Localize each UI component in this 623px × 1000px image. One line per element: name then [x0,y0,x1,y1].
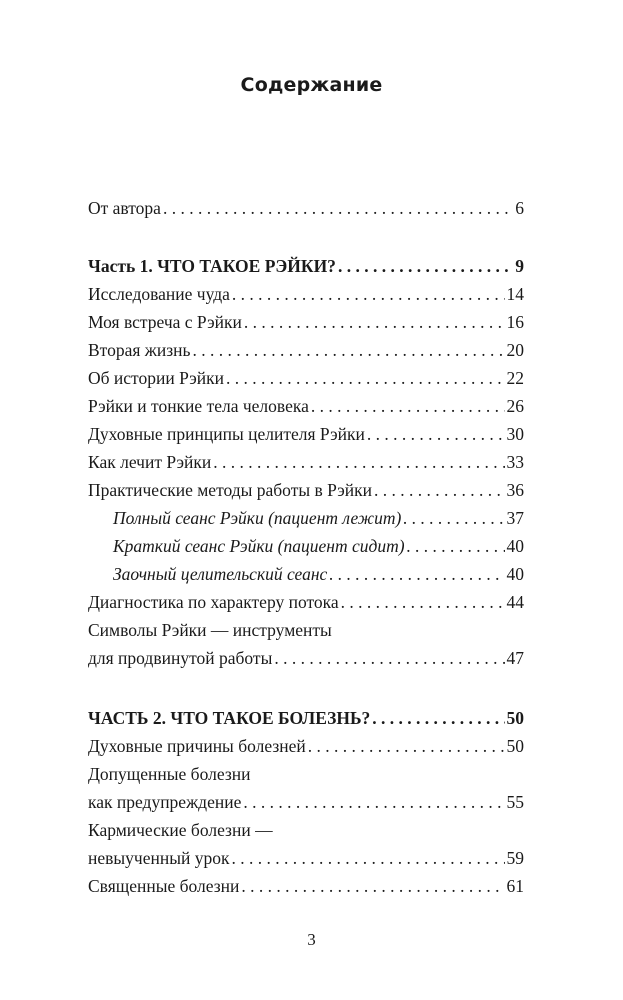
toc-subentry[interactable] [113,560,524,588]
toc-entry-label: Моя встреча с Рэйки [88,312,242,332]
toc-entry-label: Диагностика по характеру потока [88,592,339,612]
toc-entry-page: 40 [506,564,524,584]
toc-leader-dots [329,560,504,588]
toc-entry[interactable] [88,588,524,616]
toc-part-heading[interactable] [88,704,524,732]
toc-entry-page: 55 [506,792,524,812]
toc-entry-label: Полный сеанс Рэйки (пациент лежит) [113,508,402,528]
toc-leader-dots [193,336,505,364]
toc-subentry[interactable] [113,532,524,560]
toc-leader-dots [232,280,505,308]
toc-entry[interactable] [88,336,524,364]
toc-entry-page: 6 [515,198,524,218]
toc-entry[interactable] [88,194,524,222]
toc-entry[interactable] [88,448,524,476]
toc-entry-label: Об истории Рэйки [88,368,224,388]
toc-entry-label: Вторая жизнь [88,340,191,360]
toc-leader-dots [341,588,505,616]
toc-leader-dots [311,392,505,420]
toc-leader-dots [231,844,504,872]
toc-entry-label-line1: Кармические болезни — [88,820,273,840]
toc-entry-page: 37 [506,508,524,528]
toc-entry-page: 44 [506,592,524,612]
toc-leader-dots [213,448,504,476]
toc-entry[interactable] [88,788,524,816]
toc-entry-page: 50 [506,708,524,728]
toc-leader-dots [338,252,513,280]
toc-subentry[interactable] [113,504,524,532]
toc-entry-label: ЧАСТЬ 2. ЧТО ТАКОЕ БОЛЕЗНЬ? [88,708,371,728]
toc-entry-label: Практические методы работы в Рэйки [88,480,373,500]
toc-entry[interactable] [88,364,524,392]
toc-entry-page: 36 [506,480,524,500]
toc-entry[interactable] [88,392,524,420]
toc-leader-dots [244,308,505,336]
toc-entry-page: 26 [506,396,524,416]
toc-entry[interactable] [88,872,524,900]
toc-entry[interactable] [88,732,524,760]
toc-entry[interactable] [88,420,524,448]
toc-leader-dots [243,788,504,816]
toc-entry-first-line[interactable] [88,816,524,844]
toc-entry-label: как предупреждение [88,792,242,812]
toc-entry-page: 14 [506,284,524,304]
toc-entry-label: Заочный целительский сеанс [113,564,328,584]
toc-entry[interactable] [88,844,524,872]
toc-entry-page: 16 [506,312,524,332]
toc-leader-dots [407,532,505,560]
toc-entry-page: 33 [506,452,524,472]
toc-entry-label-line1: Допущенные болезни [88,764,251,784]
toc-entry-label: Духовные принципы целителя Рэйки [88,424,365,444]
toc-leader-dots [372,704,504,732]
toc-leader-dots [367,420,505,448]
toc-entry-label-line1: Символы Рэйки — инструменты [88,620,332,640]
toc-entry-label: Священные болезни [88,876,240,896]
toc-entry-label: Исследование чуда [88,284,230,304]
toc-entry-label: Краткий сеанс Рэйки (пациент сидит) [113,536,405,556]
toc-entry-first-line[interactable] [88,616,524,644]
toc-entry-page: 59 [506,848,524,868]
toc-entry-label: Рэйки и тонкие тела человека [88,396,309,416]
toc-entry[interactable] [88,280,524,308]
toc-entry-page: 47 [506,648,524,668]
toc-entry-page: 61 [506,876,524,896]
toc-leader-dots [163,194,513,222]
toc-leader-dots [274,644,504,672]
toc-leader-dots [403,504,504,532]
toc-entry-label: невыученный урок [88,848,230,868]
toc-leader-dots [308,732,505,760]
toc-entry-page: 9 [515,256,524,276]
toc-entry-label: Часть 1. ЧТО ТАКОЕ РЭЙКИ? [88,256,336,276]
toc-entry-page: 40 [506,536,524,556]
toc-part-heading[interactable] [88,252,524,280]
toc-entry[interactable] [88,476,524,504]
toc-entry-page: 50 [506,736,524,756]
toc-entry-label: для продвинутой работы [88,648,273,668]
toc-entry-page: 30 [506,424,524,444]
toc-entry[interactable] [88,644,524,672]
toc-entry-label: Как лечит Рэйки [88,452,212,472]
toc-entry-page: 22 [506,368,524,388]
toc-entry-label: От автора [88,198,161,218]
page-title: Содержание [240,74,383,96]
toc-entry-first-line[interactable] [88,760,524,788]
page-number: 3 [307,930,316,949]
toc-entry-page: 20 [506,340,524,360]
toc-leader-dots [241,872,504,900]
toc-entry-label: Духовные причины болезней [88,736,306,756]
toc-leader-dots [374,476,504,504]
toc-entry[interactable] [88,308,524,336]
toc-leader-dots [226,364,505,392]
